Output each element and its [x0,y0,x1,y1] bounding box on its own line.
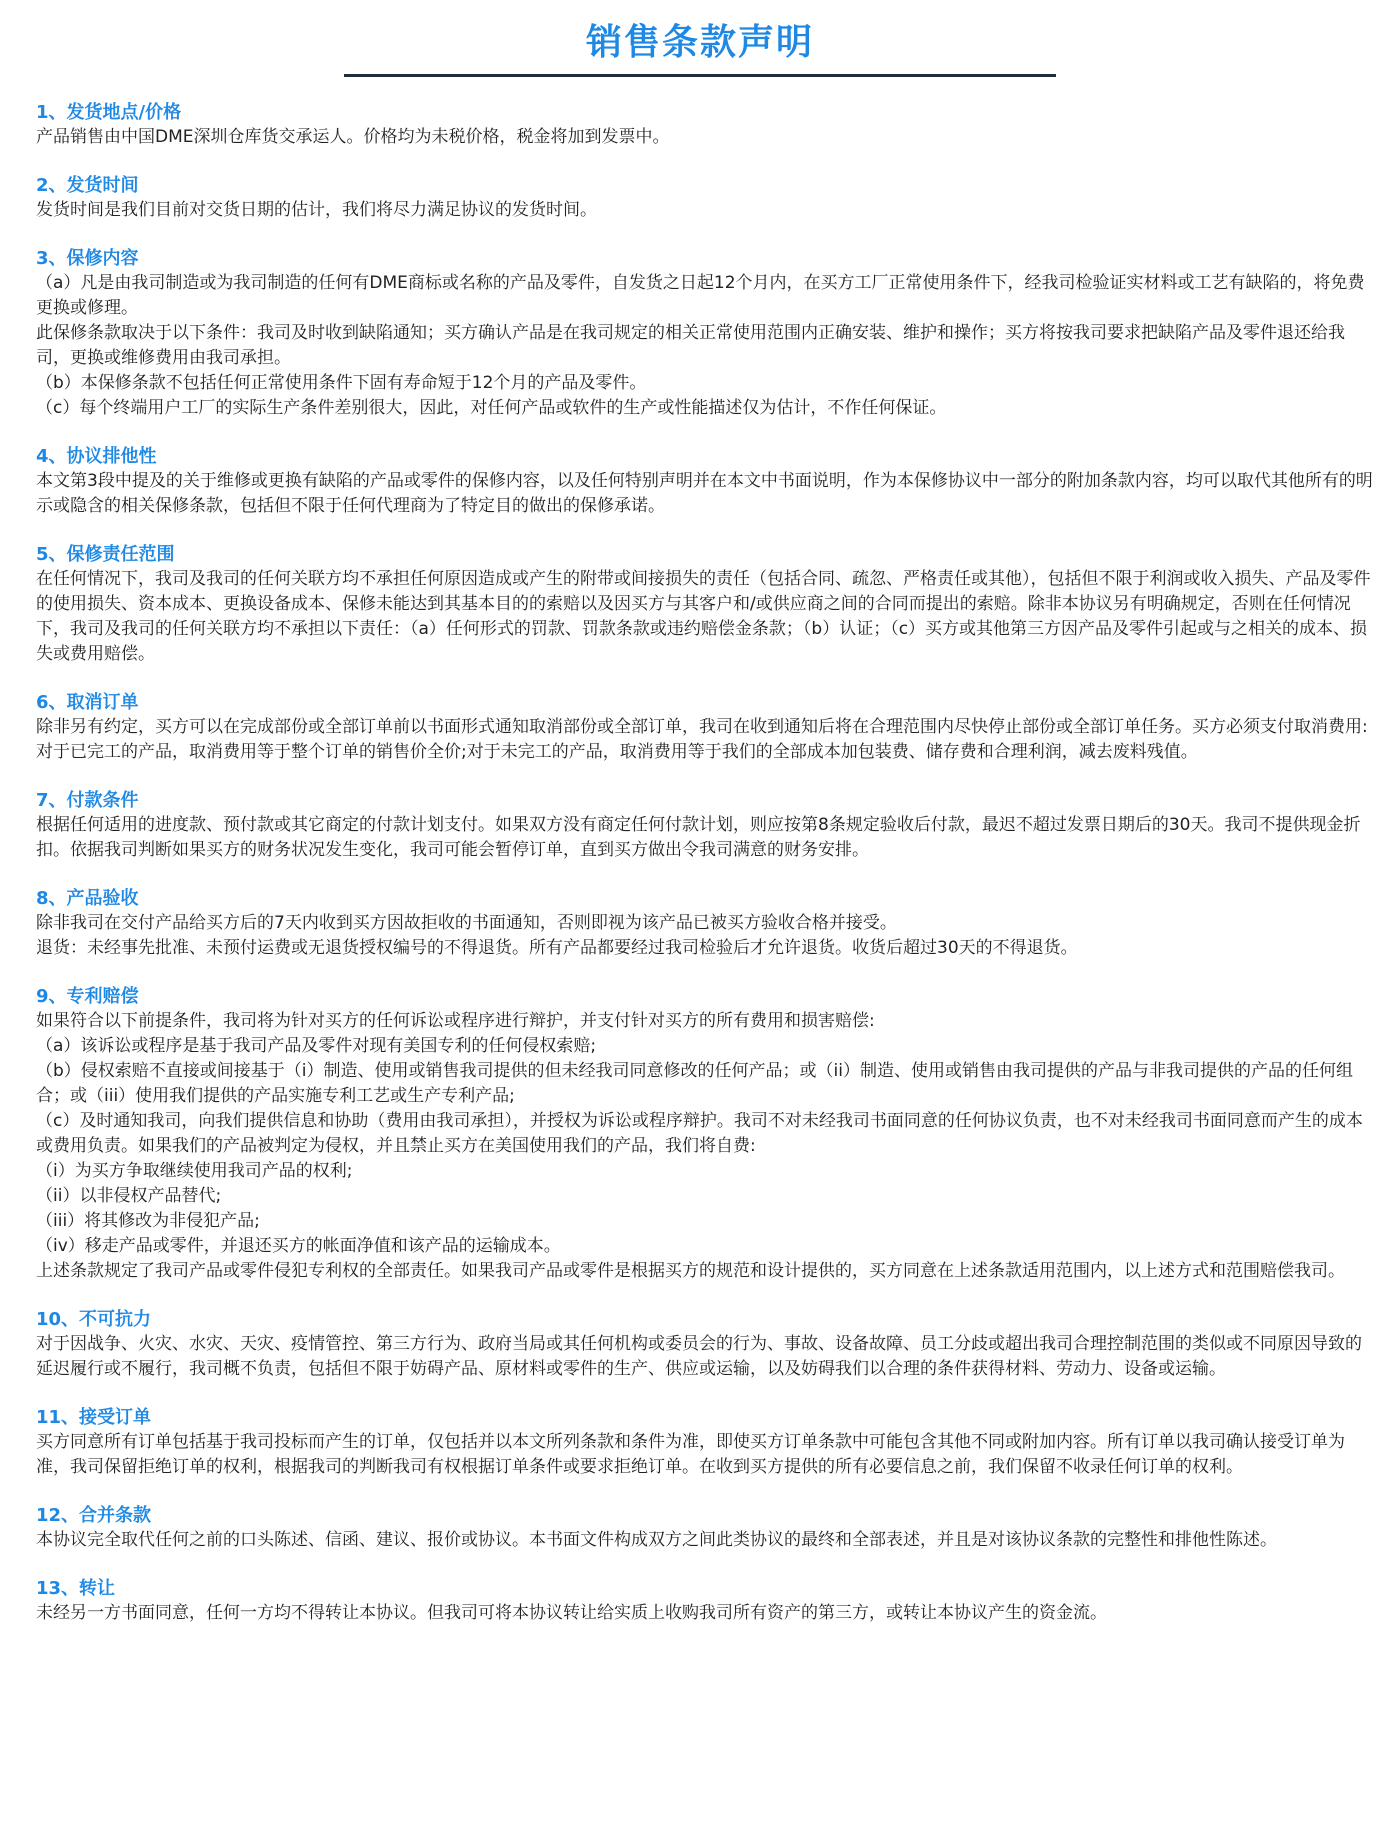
section-heading: 10、不可抗力 [36,1309,152,1330]
section-heading: 8、产品验收 [36,888,139,909]
section-paragraph: 如果符合以下前提条件，我司将为针对买方的任何诉讼或程序进行辩护，并支付针对买方的所有费用和损害赔偿: [36,1011,875,1031]
section-paragraph: 发货时间是我们目前对交货日期的估计，我们将尽力满足协议的发货时间。 [36,200,597,220]
section-paragraph: （iii）将其修改为非侵犯产品; [36,1211,260,1231]
terms-section [36,444,1376,519]
terms-section [36,173,1376,223]
section-paragraph: 对于因战争、火灾、水灾、天灾、疫情管控、第三方行为、政府当局或其任何机构或委员会的行为、事故、设备故障、员工分歧或超出我司合理控制范围的类似或不同原因导致的延迟履行或不履行，我司概不负责，包括但不限于妨碍产品、原材料或零件的生产、供应或运输，以及妨碍我们以合理的条件获得材料、劳动力、设备或运输。 [36,1334,1362,1379]
section-heading: 12、合并条款 [36,1505,152,1526]
document-title: 销售条款声明 [585,22,814,63]
section-paragraph: （c）及时通知我司，向我们提供信息和协助（费用由我司承担），并授权为诉讼或程序辩护。我司不对未经我司书面同意的任何协议负责，也不对未经我司书面同意而产生的成本或费用负责。如果我们的产品被判定为侵权，并且禁止买方在美国使用我们的产品，我们将自费: [36,1111,1363,1156]
section-paragraph: 在任何情况下，我司及我司的任何关联方均不承担任何原因造成或产生的附带或间接损失的责任（包括合同、疏忽、严格责任或其他），包括但不限于利润或收入损失、产品及零件的使用损失、资本成本、更换设备成本、保修未能达到其基本目的的索赔以及因买方与其客户和/或供应商之间的合同而提出的索赔。除非本协议另有明确规定，否则在任何情况下，我司及我司的任何关联方均不承担以下责任：（a）任何形式的罚款、罚款条款或违约赔偿金条款；（b）认证；（c）买方或其他第三方因产品及零件引起或与之相关的成本、损失或费用赔偿。 [36,569,1371,664]
section-paragraph: 除非另有约定，买方可以在完成部份或全部订单前以书面形式通知取消部份或全部订单，我司在收到通知后将在合理范围内尽快停止部份或全部订单任务。买方必须支付取消费用:对于已完工的产品，取消费用等于整个订单的销售价全价;对于未完工的产品，取消费用等于我们的全部成本加包装费、储存费和合理利润，减去废料残值。 [36,717,1368,762]
section-paragraph: （a）该诉讼或程序是基于我司产品及零件对现有美国专利的任何侵权索赔; [36,1036,597,1056]
section-heading: 11、接受订单 [36,1407,152,1428]
section-heading: 3、保修内容 [36,248,139,269]
section-heading: 1、发货地点/价格 [36,102,182,123]
section-paragraph: （i）为买方争取继续使用我司产品的权利; [36,1161,353,1181]
section-paragraph: 本文第3段中提及的关于维修或更换有缺陷的产品或零件的保修内容，以及任何特别声明并在本文中书面说明，作为本保修协议中一部分的附加条款内容，均可以取代其他所有的明示或隐含的相关保修条款，包括但不限于任何代理商为了特定目的做出的保修承诺。 [36,471,1373,516]
terms-section [36,984,1376,1284]
section-paragraph: 除非我司在交付产品给买方后的7天内收到买方因故拒收的书面通知，否则即视为该产品已被买方验收合格并接受。 [36,913,897,933]
terms-section [36,886,1376,961]
section-heading: 4、协议排他性 [36,446,157,467]
section-paragraph: （c）每个终端用户工厂的实际生产条件差别很大，因此，对任何产品或软件的生产或性能描述仅为估计，不作任何保证。 [36,398,947,418]
section-paragraph: （b）本保修条款不包括任何正常使用条件下固有寿命短于12个月的产品及零件。 [36,373,647,393]
section-heading: 13、转让 [36,1578,116,1599]
section-paragraph: （a）凡是由我司制造或为我司制造的任何有DME商标或名称的产品及零件，自发货之日起12个月内，在买方工厂正常使用条件下，经我司检验证实材料或工艺有缺陷的，将免费更换或修理。 [36,273,1365,318]
terms-section [36,788,1376,863]
terms-section [36,1405,1376,1480]
section-paragraph: 本协议完全取代任何之前的口头陈述、信函、建议、报价或协议。本书面文件构成双方之间此类协议的最终和全部表述，并且是对该协议条款的完整性和排他性陈述。 [36,1530,1277,1550]
terms-section [36,100,1376,150]
terms-section [36,1576,1376,1626]
terms-section [36,542,1376,667]
section-paragraph: （iv）移走产品或零件，并退还买方的帐面净值和该产品的运输成本。 [36,1236,561,1256]
title-divider [344,74,1056,77]
section-paragraph: （b）侵权索赔不直接或间接基于（i）制造、使用或销售我司提供的但未经我司同意修改的任何产品；或（ii）制造、使用或销售由我司提供的产品与非我司提供的产品的任何组合；或（iii）使用我们提供的产品实施专利工艺或生产专利产品; [36,1061,1353,1106]
terms-section [36,246,1376,421]
section-paragraph: 根据任何适用的进度款、预付款或其它商定的付款计划支付。如果双方没有商定任何付款计划，则应按第8条规定验收后付款，最迟不超过发票日期后的30天。我司不提供现金折扣。依据我司判断如果买方的财务状况发生变化，我司可能会暂停订单，直到买方做出令我司满意的财务安排。 [36,815,1361,860]
terms-section [36,1307,1376,1382]
section-heading: 5、保修责任范围 [36,544,175,565]
section-heading: 2、发货时间 [36,175,139,196]
section-paragraph: 产品销售由中国DME深圳仓库货交承运人。价格均为未税价格，税金将加到发票中。 [36,127,670,147]
terms-content [36,100,1376,1649]
section-heading: 7、付款条件 [36,790,139,811]
section-paragraph: 上述条款规定了我司产品或零件侵犯专利权的全部责任。如果我司产品或零件是根据买方的规范和设计提供的，买方同意在上述条款适用范围内，以上述方式和范围赔偿我司。 [36,1261,1345,1281]
section-paragraph: 买方同意所有订单包括基于我司投标而产生的订单，仅包括并以本文所列条款和条件为准，即使买方订单条款中可能包含其他不同或附加内容。所有订单以我司确认接受订单为准，我司保留拒绝订单的权利，根据我司的判断我司有权根据订单条件或要求拒绝订单。在收到买方提供的所有必要信息之前，我们保留不收录任何订单的权利。 [36,1432,1345,1477]
section-paragraph: （ii）以非侵权产品替代; [36,1186,222,1206]
section-heading: 6、取消订单 [36,692,139,713]
terms-section [36,690,1376,765]
terms-section [36,1503,1376,1553]
section-paragraph: 未经另一方书面同意，任何一方均不得转让本协议。但我司可将本协议转让给实质上收购我司所有资产的第三方，或转让本协议产生的资金流。 [36,1603,1107,1623]
section-paragraph: 此保修条款取决于以下条件：我司及时收到缺陷通知；买方确认产品是在我司规定的相关正常使用范围内正确安装、维护和操作；买方将按我司要求把缺陷产品及零件退还给我司，更换或维修费用由我司承担。 [36,323,1345,368]
section-paragraph: 退货：未经事先批准、未预付运费或无退货授权编号的不得退货。所有产品都要经过我司检验后才允许退货。收货后超过30天的不得退货。 [36,938,1078,958]
section-heading: 9、专利赔偿 [36,986,139,1007]
